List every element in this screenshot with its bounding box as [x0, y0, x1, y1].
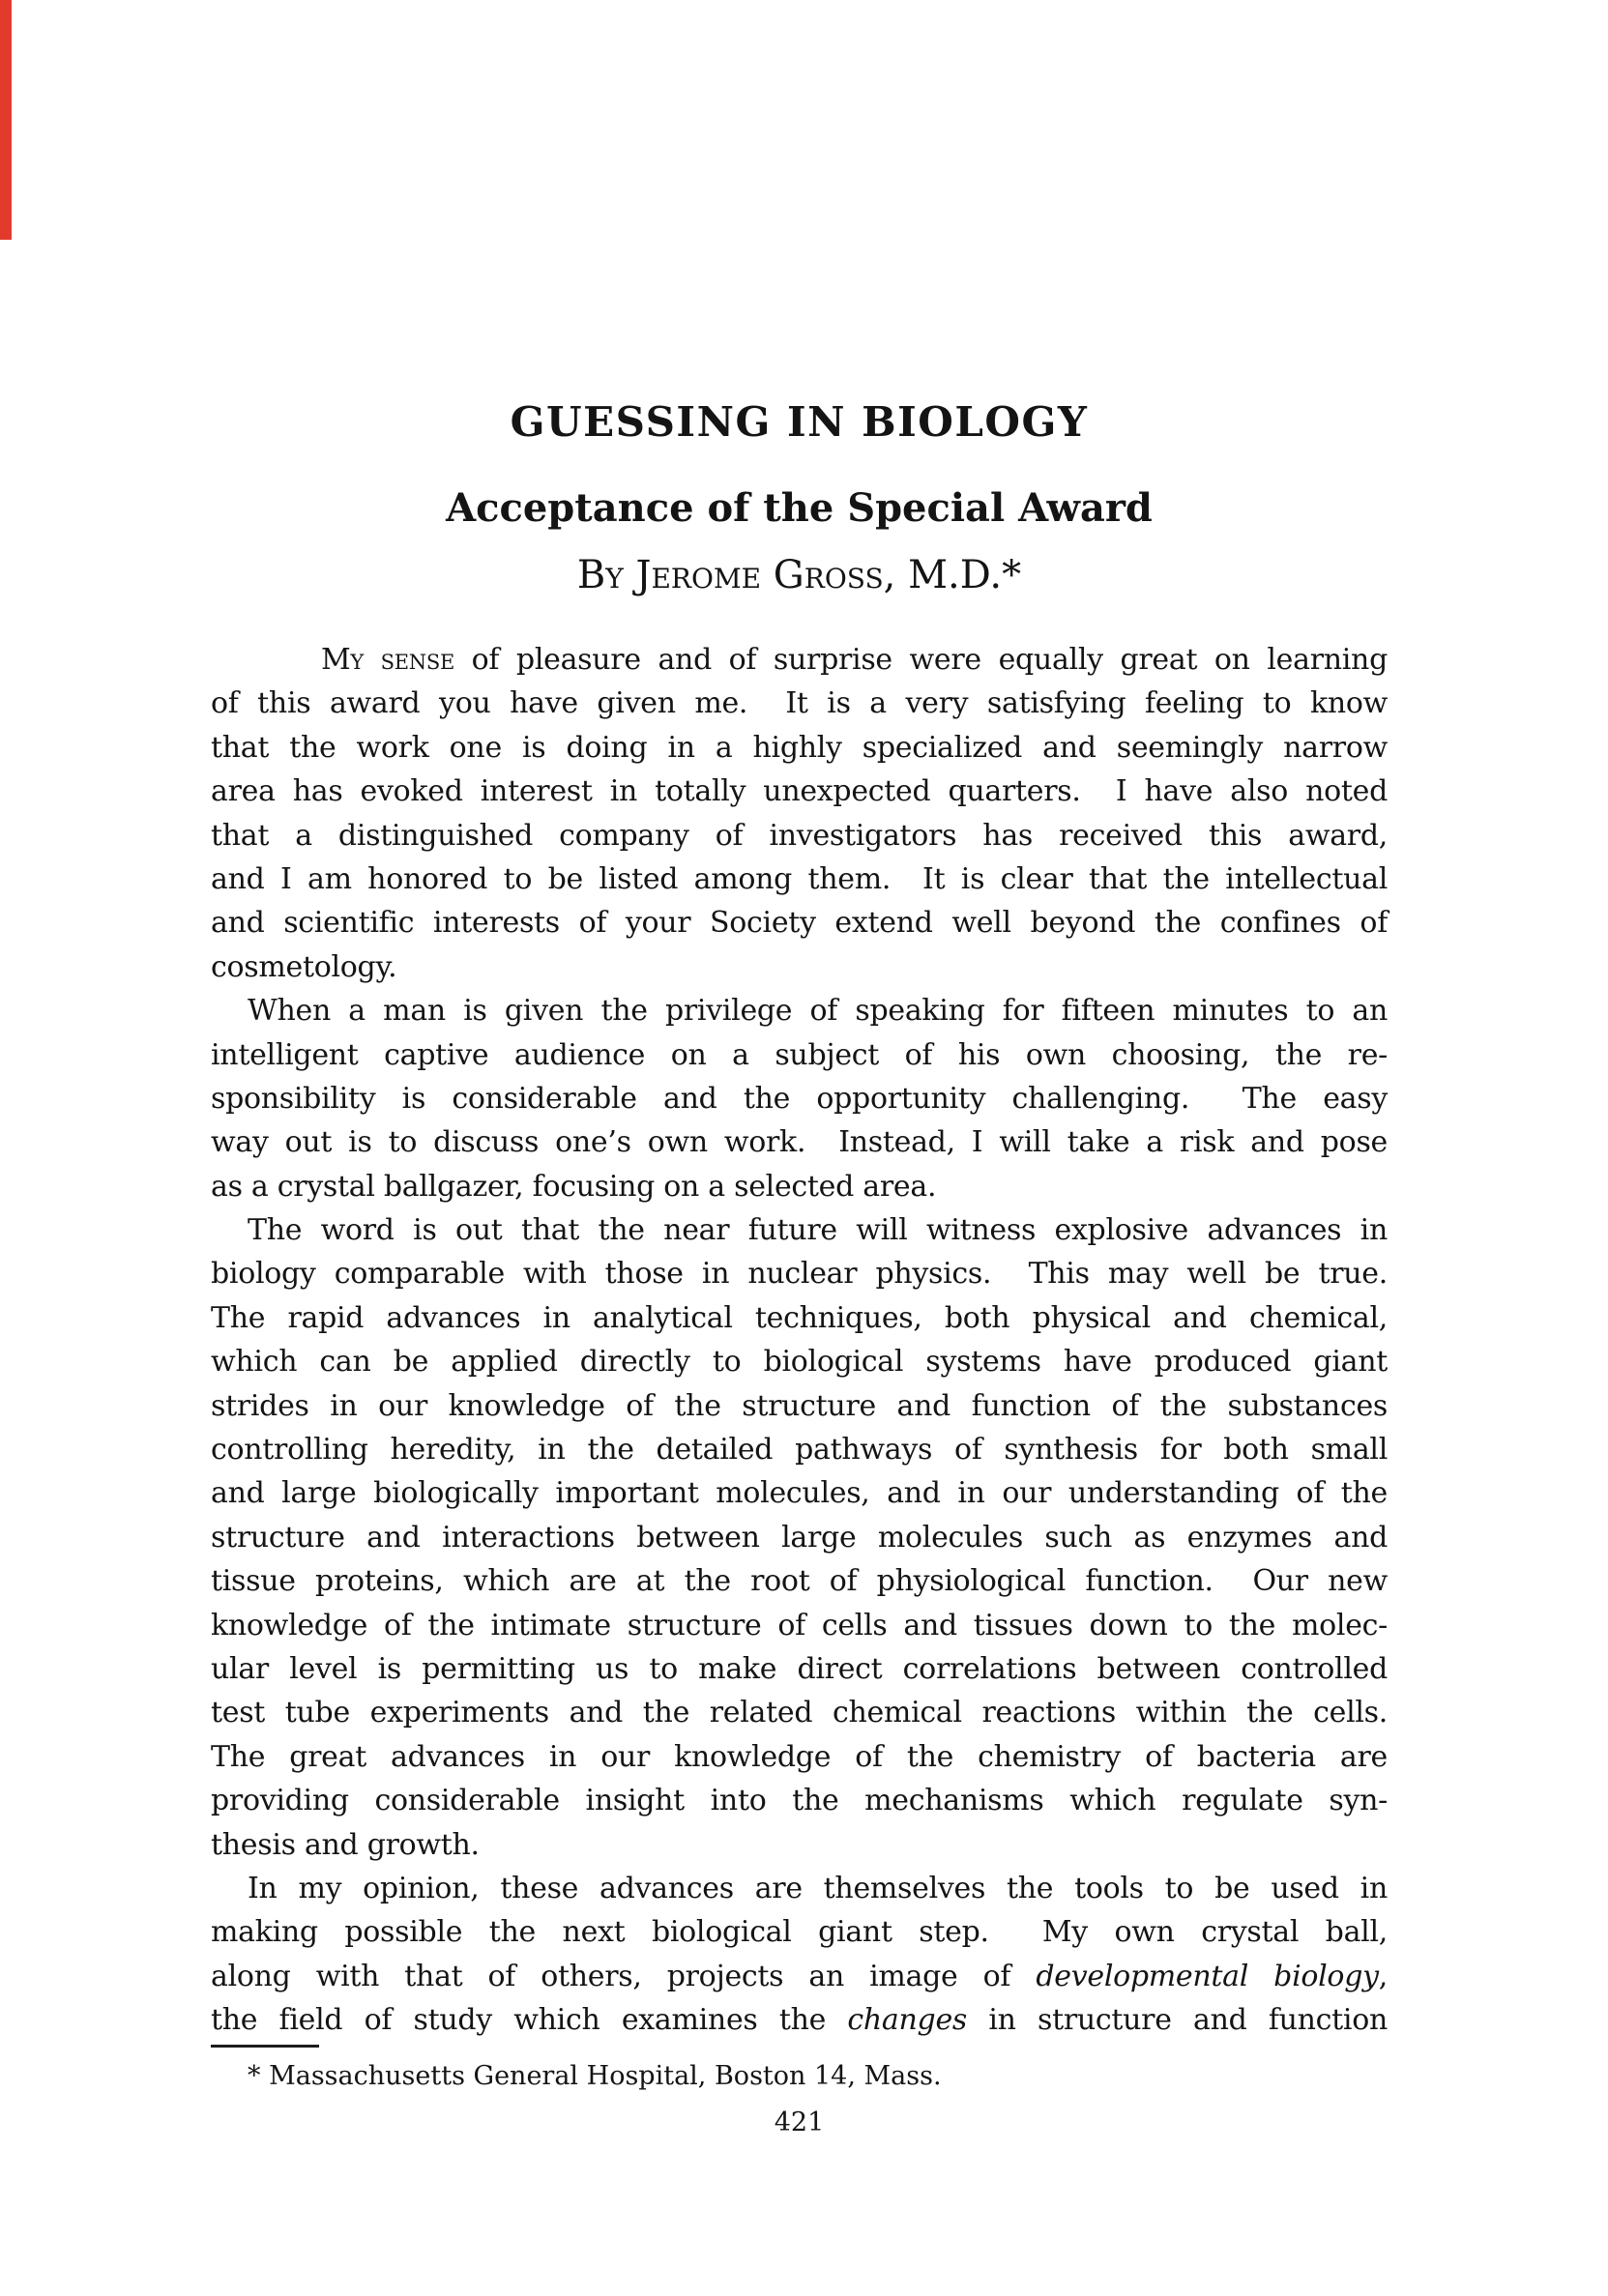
footnote-rule	[211, 2045, 319, 2048]
text-segment: and scientific interests of your Society extend well beyond the confines of	[211, 906, 1388, 941]
text-segment: and I am honored to be listed among them. It is clear that the intellectual	[211, 861, 1388, 896]
article-title: GUESSING IN BIOLOGY	[510, 398, 1089, 446]
text-segment: cosmetology.	[211, 949, 397, 984]
text-line	[211, 901, 1388, 945]
text-segment: ,	[1378, 1959, 1388, 1993]
text-line	[211, 1033, 1388, 1077]
text-line	[211, 1998, 1388, 2042]
italic-segment: changes	[847, 2003, 967, 2038]
byline: By Jerome Gross, M.D.*	[576, 553, 1022, 597]
text-line	[211, 1120, 1388, 1164]
text-line	[211, 1384, 1388, 1428]
text-segment: in structure and function	[967, 2003, 1389, 2038]
text-line	[211, 1252, 1388, 1295]
paragraph	[211, 638, 1388, 989]
body-text	[211, 638, 1388, 2043]
text-segment: intelligent captive audience on a subject of his own choosing, the re-	[211, 1037, 1388, 1072]
text-line	[211, 1077, 1388, 1120]
text-segment: of pleasure and of surprise were equally great on learning	[453, 643, 1388, 677]
text-segment: that a distinguished company of investigators has received this award,	[211, 818, 1388, 853]
text-line	[211, 1471, 1388, 1515]
text-segment: controlling heredity, in the detailed pathways of synthesis for both small	[211, 1433, 1388, 1468]
text-line	[211, 1779, 1388, 1822]
text-line	[211, 1604, 1388, 1647]
paragraph	[211, 989, 1388, 1208]
text-line	[211, 1647, 1388, 1691]
text-segment: thesis and growth.	[211, 1827, 480, 1862]
text-segment: making possible the next biological giant step. My own crystal ball,	[211, 1915, 1388, 1950]
text-line	[211, 1955, 1388, 1998]
text-segment: knowledge of the intimate structure of cells and tissues down to the molec-	[211, 1608, 1388, 1642]
text-segment: biology comparable with those in nuclear physics. This may well be true.	[211, 1257, 1388, 1292]
text-segment: tissue proteins, which are at the root of physiological function. Our new	[211, 1564, 1388, 1599]
text-segment: and large biologically important molecules, and in our understanding of the	[211, 1476, 1388, 1511]
text-line	[211, 1516, 1388, 1559]
text-line	[211, 726, 1388, 770]
text-segment: as a crystal ballgazer, focusing on a selected area.	[211, 1169, 937, 1204]
text-line	[211, 638, 1388, 682]
text-segment: along with that of others, projects an image of	[211, 1959, 1037, 1993]
text-line	[211, 1691, 1388, 1734]
text-segment: the field of study which examines the	[211, 2003, 848, 2038]
text-segment: strides in our knowledge of the structure and function of the substances	[211, 1388, 1388, 1423]
text-line	[211, 1559, 1388, 1603]
text-segment: The word is out that the near future will witness explosive advances in	[248, 1213, 1388, 1248]
text-segment: In my opinion, these advances are themselves the tools to be used in	[248, 1871, 1388, 1905]
text-line	[211, 1823, 1388, 1867]
text-segment: ular level is permitting us to make direct correlations between controlled	[211, 1651, 1388, 1686]
text-line	[211, 1735, 1388, 1779]
text-segment: that the work one is doing in a highly specialized and seemingly narrow	[211, 730, 1388, 765]
text-segment: structure and interactions between large molecules such as enzymes and	[211, 1520, 1388, 1555]
smallcaps-segment: My sense	[321, 643, 454, 677]
text-line	[211, 770, 1388, 813]
paragraph	[211, 1208, 1388, 1867]
text-segment: The great advances in our knowledge of the chemistry of bacteria are	[211, 1739, 1388, 1774]
text-line	[211, 1910, 1388, 1954]
text-line	[211, 1340, 1388, 1383]
text-segment: providing considerable insight into the mechanisms which regulate syn-	[211, 1784, 1388, 1818]
text-segment: The rapid advances in analytical techniques, both physical and chemical,	[211, 1300, 1388, 1335]
italic-segment: developmental biology	[1036, 1959, 1379, 1993]
text-line	[211, 814, 1388, 857]
text-segment: area has evoked interest in totally unexpected quarters. I have also noted	[211, 774, 1388, 809]
footnote: * Massachusetts General Hospital, Boston 14, Mass.	[248, 2061, 942, 2091]
scan-edge-stripe	[0, 0, 12, 240]
page-number: 421	[774, 2107, 825, 2137]
text-line	[211, 989, 1388, 1032]
text-line	[211, 1296, 1388, 1340]
text-segment: sponsibility is considerable and the opportunity challenging. The easy	[211, 1081, 1388, 1116]
text-segment: test tube experiments and the related chemical reactions within the cells.	[211, 1696, 1388, 1730]
paragraph	[211, 1867, 1388, 2043]
text-line	[211, 682, 1388, 725]
text-segment: way out is to discuss one’s own work. Instead, I will take a risk and pose	[211, 1125, 1388, 1160]
text-line	[211, 945, 1388, 989]
text-segment: When a man is given the privilege of speaking for fifteen minutes to an	[248, 994, 1388, 1029]
text-line	[211, 1428, 1388, 1471]
text-line	[211, 857, 1388, 901]
article-subtitle: Acceptance of the Special Award	[446, 485, 1153, 531]
text-line	[211, 1208, 1388, 1252]
text-line	[211, 1165, 1388, 1208]
text-segment: which can be applied directly to biological systems have produced giant	[211, 1345, 1388, 1380]
text-segment: of this award you have given me. It is a very satisfying feeling to know	[211, 686, 1388, 721]
text-line	[211, 1867, 1388, 1910]
